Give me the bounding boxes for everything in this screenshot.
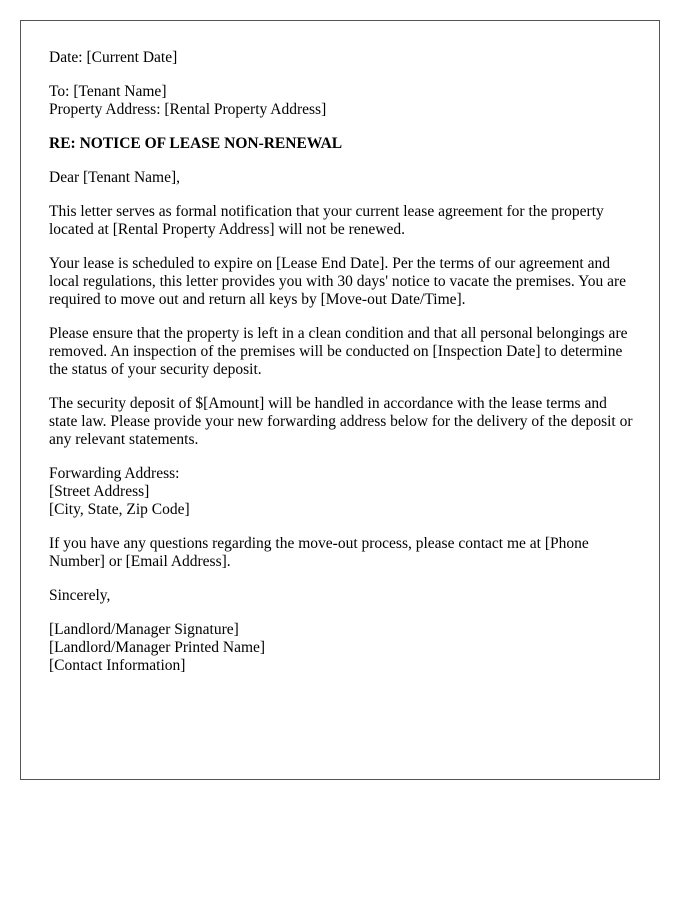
paragraph-text: Your lease is scheduled to expire on [Lease End Date]. Per the terms of our agreement and local regulations, this letter provides you with 30 days' notice to vacate the premises. You are required to move out and return all keys by [Move-out Date/Time].	[49, 255, 627, 308]
printed-name-line: [Landlord/Manager Printed Name]	[49, 639, 266, 656]
paragraph-deposit	[49, 395, 639, 449]
paragraph-expiration	[49, 255, 639, 309]
signature-block	[49, 621, 639, 675]
property-address-line: Property Address: [Rental Property Address]	[49, 101, 327, 118]
salutation: Dear [Tenant Name],	[49, 169, 181, 186]
subject-block	[49, 135, 639, 153]
forwarding-address-label: Forwarding Address:	[49, 465, 180, 482]
recipient-block	[49, 83, 639, 119]
paragraph-text: The security deposit of $[Amount] will be handled in accordance with the lease terms and state law. Please provide your new forwarding address below for the delivery of the deposit or any relevant statements.	[49, 395, 633, 448]
contact-information-line: [Contact Information]	[49, 657, 186, 674]
paragraph-text: Please ensure that the property is left in a clean condition and that all personal belongings are removed. An inspection of the premises will be conducted on [Inspection Date] to determine the status of your security deposit.	[49, 325, 628, 378]
forwarding-street: [Street Address]	[49, 483, 150, 500]
subject-heading: RE: NOTICE OF LEASE NON-RENEWAL	[49, 135, 343, 152]
salutation-block	[49, 169, 639, 187]
letter-page	[20, 20, 660, 780]
letter-body	[49, 49, 639, 691]
closing: Sincerely,	[49, 587, 111, 604]
paragraph-inspection	[49, 325, 639, 379]
contact-paragraph	[49, 535, 639, 571]
to-line: To: [Tenant Name]	[49, 83, 167, 100]
paragraph-text: This letter serves as formal notification that your current lease agreement for the property located at [Rental Property Address] will not be renewed.	[49, 203, 604, 238]
forwarding-address-block	[49, 465, 639, 519]
date-line: Date: [Current Date]	[49, 49, 178, 66]
forwarding-city: [City, State, Zip Code]	[49, 501, 190, 518]
closing-block	[49, 587, 639, 605]
date-block	[49, 49, 639, 67]
signature-line: [Landlord/Manager Signature]	[49, 621, 239, 638]
paragraph-text: If you have any questions regarding the move-out process, please contact me at [Phone Number] or [Email Address].	[49, 535, 589, 570]
paragraph-notification	[49, 203, 639, 239]
